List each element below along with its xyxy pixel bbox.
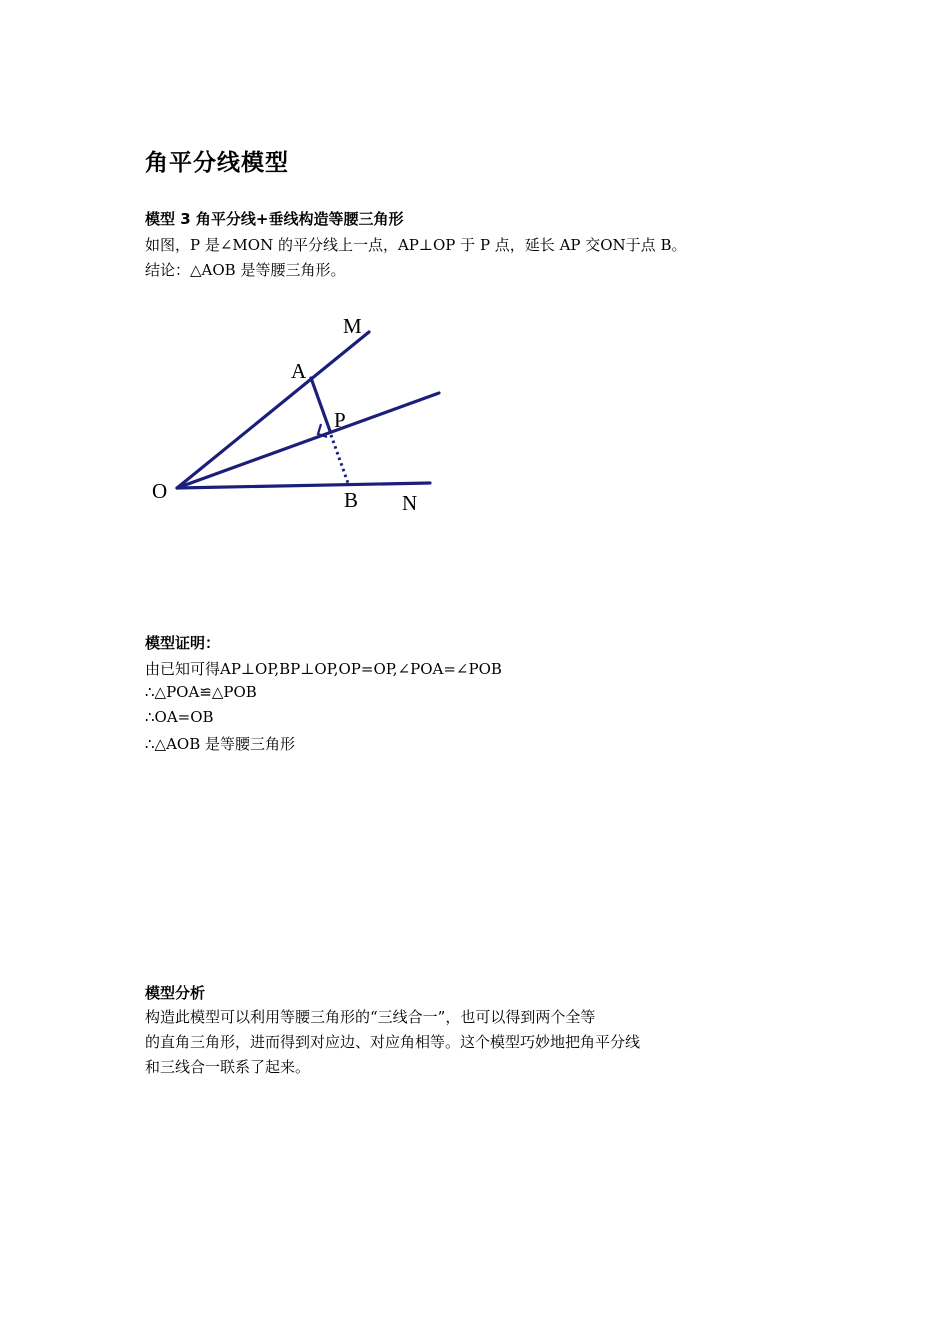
segment-pb-dotted (331, 435, 348, 483)
label-m: M (343, 314, 362, 338)
proof-line: ∴OA=OB (145, 708, 214, 726)
label-a: A (291, 359, 307, 383)
section-heading-model3: 模型 3 角平分线+垂线构造等腰三角形 (145, 210, 404, 228)
page-title: 角平分线模型 (145, 150, 289, 176)
proof-line: 由已知可得AP⊥OP,BP⊥OP,OP=OP,∠POA=∠POB (145, 660, 502, 678)
analysis-line: 和三线合一联系了起来。 (145, 1058, 311, 1076)
analysis-heading: 模型分析 (145, 984, 206, 1002)
segment-ap (311, 378, 330, 431)
ray-on (177, 483, 430, 488)
label-o: O (152, 479, 168, 503)
geometry-figure (140, 305, 470, 525)
proof-line: ∴△AOB 是等腰三角形 (145, 735, 296, 753)
proof-heading: 模型证明： (145, 634, 221, 652)
analysis-line: 的直角三角形，进而得到对应边、对应角相等。这个模型巧妙地把角平分线 (145, 1033, 641, 1051)
label-n: N (402, 491, 418, 515)
analysis-line: 构造此模型可以利用等腰三角形的“三线合一”，也可以得到两个全等 (145, 1008, 596, 1026)
ray-op (177, 393, 439, 488)
label-b: B (344, 488, 359, 512)
conclusion-statement: 结论：△AOB 是等腰三角形。 (145, 261, 346, 279)
label-p: P (334, 408, 346, 432)
problem-statement: 如图，P 是∠MON 的平分线上一点，AP⊥OP 于 P 点，延长 AP 交ON于点 B。 (145, 236, 687, 254)
proof-line: ∴△POA≌△POB (145, 683, 257, 701)
